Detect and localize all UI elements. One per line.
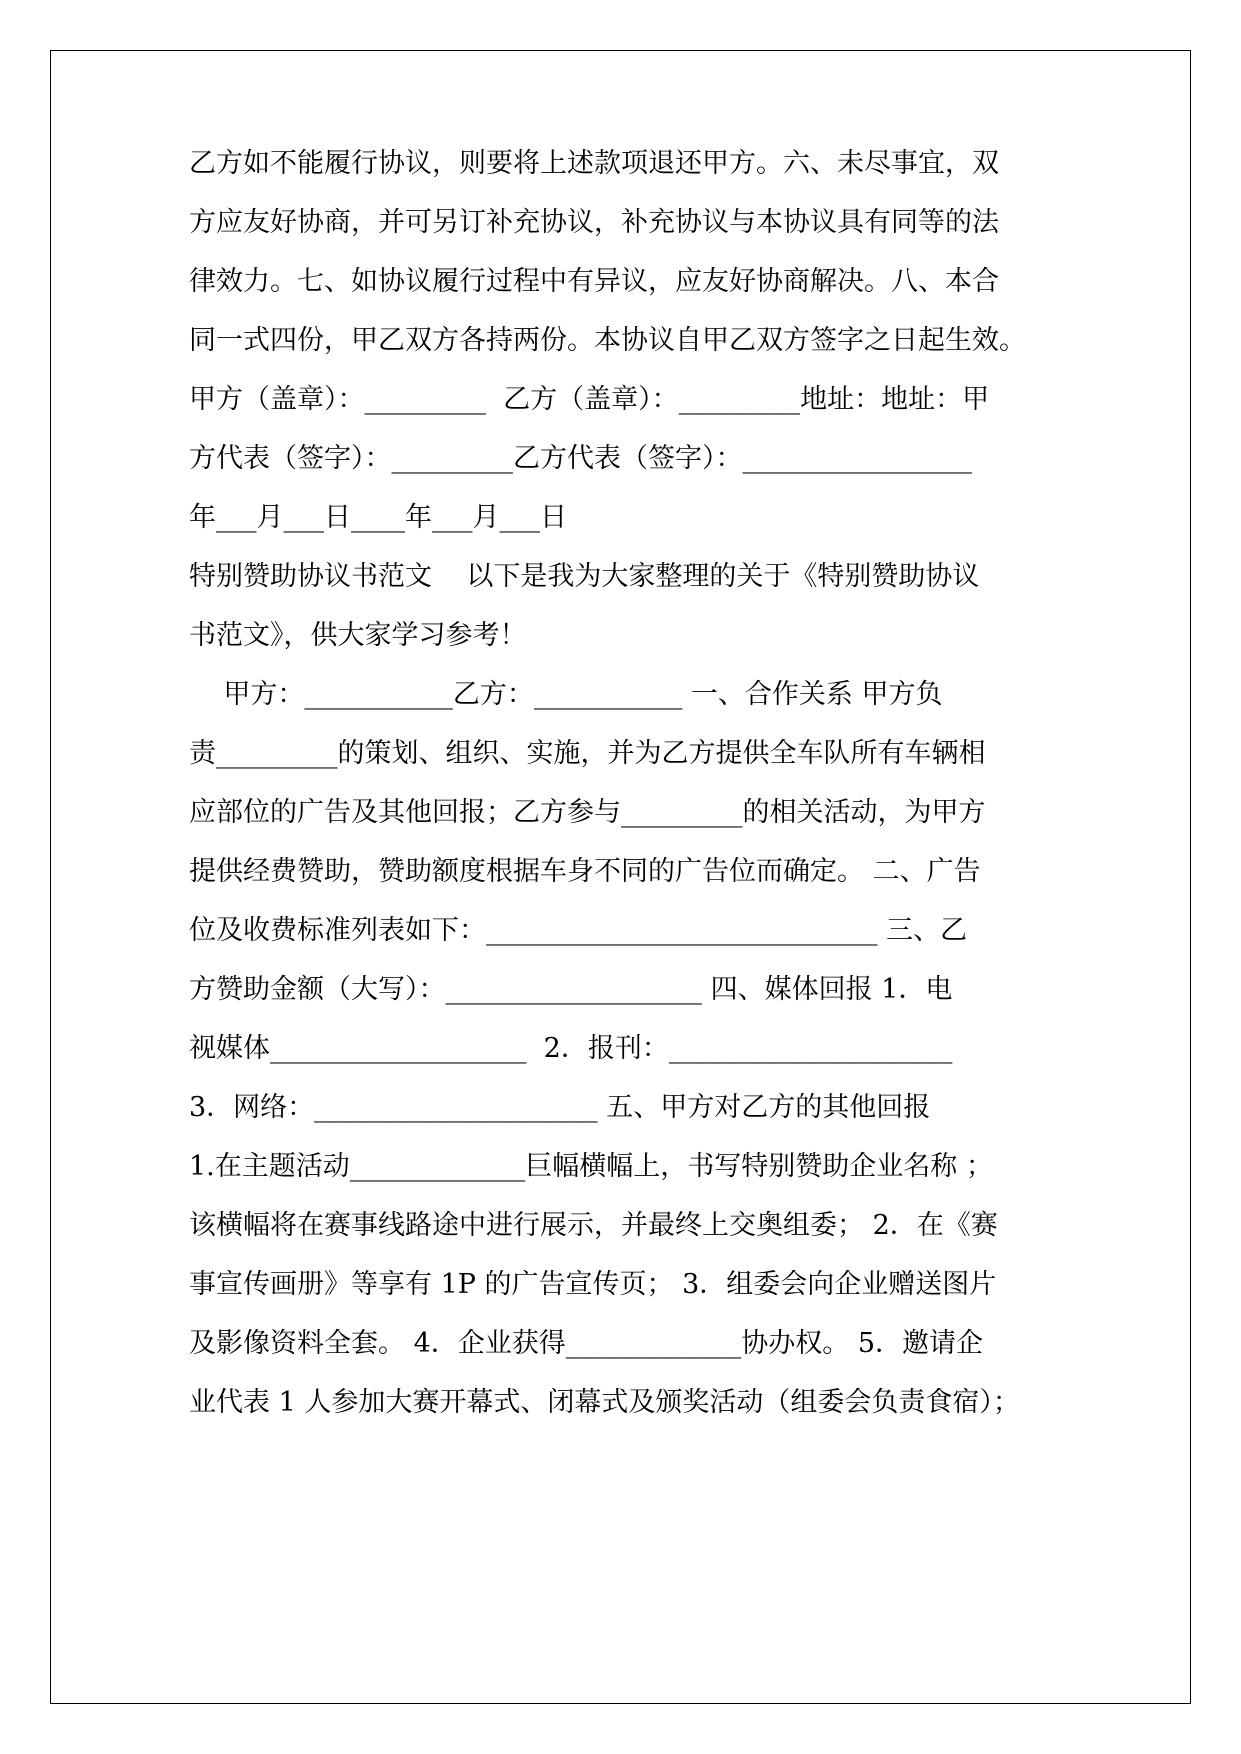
- text-line-9: 书范文》，供大家学习参考！: [189, 620, 527, 651]
- text-line-11: 责_________的策划、组织、实施，并为乙方提供全车队所有车辆相: [189, 738, 986, 769]
- text-line-10: 甲方：___________乙方：___________ 一、合作关系 甲方负: [189, 679, 943, 710]
- text-line-3: 律效力。七、如协议履行过程中有异议，应友好协商解决。八、本合: [189, 266, 999, 297]
- text-line-2: 方应友好协商，并可另订补充协议，补充协议与本协议具有同等的法: [189, 207, 999, 238]
- text-line-18: 1.在主题活动_____________巨幅横幅上，书写特别赞助企业名称 ；: [189, 1151, 993, 1182]
- text-line-14: 位及收费标准列表如下：_____________________________ 三、乙: [189, 915, 968, 946]
- text-line-7: 年___月___日____年___月___日: [189, 502, 567, 533]
- text-line-15: 方赞助金额（大写）：___________________ 四、媒体回报 1．电: [189, 974, 953, 1005]
- text-line-6: 方代表（签字）：_________乙方代表（签字）：_________________: [189, 443, 972, 474]
- text-line-21: 及影像资料全套。 4．企业获得_____________协办权。 5．邀请企: [189, 1328, 984, 1359]
- text-line-22: 业代表 1 人参加大赛开幕式、闭幕式及颁奖活动（组委会负责食宿）；: [189, 1387, 1020, 1418]
- text-line-17: 3．网络：_____________________ 五、甲方对乙方的其他回报: [189, 1092, 931, 1123]
- text-line-4: 同一式四份，甲乙双方各持两份。本协议自甲乙双方签字之日起生效。: [189, 325, 1026, 356]
- text-line-12: 应部位的广告及其他回报；乙方参与_________的相关活动，为甲方: [189, 797, 986, 828]
- text-line-1: 乙方如不能履行协议，则要将上述款项退还甲方。六、未尽事宜，双: [189, 148, 999, 179]
- text-line-5: 甲方（盖章）：_________ 乙方（盖章）：_________地址：地址：甲: [189, 384, 990, 415]
- text-line-8: 特别赞助协议书范文 以下是我为大家整理的关于《特别赞助协议: [189, 561, 980, 592]
- text-line-19: 该横幅将在赛事线路途中进行展示，并最终上交奥组委； 2．在《赛: [189, 1210, 998, 1241]
- text-line-13: 提供经费赞助，赞助额度根据车身不同的广告位而确定。 二、广告: [189, 856, 981, 887]
- text-line-20: 事宣传画册》等享有 1P 的广告宣传页； 3．组委会向企业赠送图片: [189, 1269, 997, 1300]
- document-body: [189, 0, 1069, 1754]
- text-line-16: 视媒体___________________ 2．报刊：_____________________: [189, 1033, 953, 1064]
